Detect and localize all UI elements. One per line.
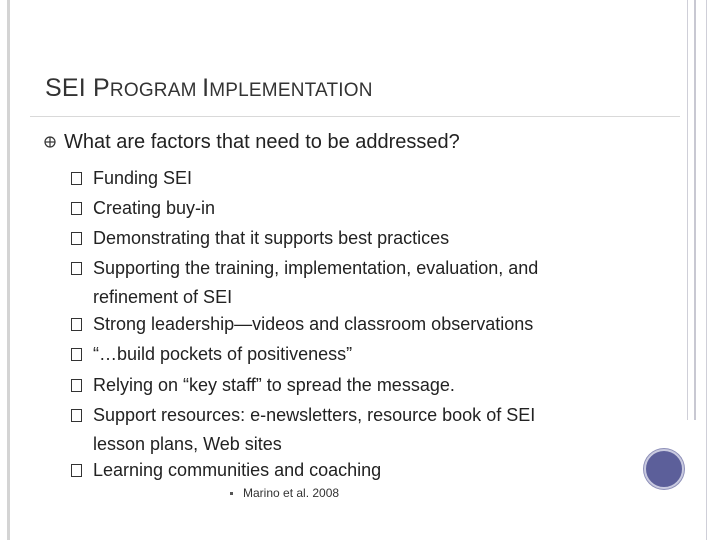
sub-bullet-text-continued: refinement of SEI: [93, 287, 233, 307]
sub-bullet-text: Funding SEI: [93, 168, 193, 188]
checkbox-square-icon: [71, 262, 82, 275]
decorative-circle: [644, 449, 684, 489]
checkbox-square-icon: [71, 172, 82, 185]
citation-text: Marino et al. 2008: [243, 486, 340, 500]
sub-bullet-text: “…build pockets of positiveness”: [93, 344, 353, 364]
left-border-rule: [7, 0, 10, 540]
main-bullet-text: What are factors that need to be addressed?: [64, 131, 460, 153]
title-part: MPLEMENTATION: [209, 80, 373, 101]
checkbox-square-icon: [71, 348, 82, 361]
right-border-rule: [706, 0, 707, 540]
sub-bullet-text: Learning communities and coaching: [93, 460, 382, 480]
checkbox-square-icon: [71, 318, 82, 331]
sub-bullet-text: Supporting the training, implementation, evaluation, and: [93, 258, 539, 278]
checkbox-square-icon: [71, 409, 82, 422]
sub-bullet-text: Creating buy-in: [93, 198, 216, 218]
bullet-dot-icon: [230, 492, 233, 495]
citation: [230, 486, 339, 500]
title-part: SEI P: [45, 74, 110, 102]
sub-bullet-text: Strong leadership—videos and classroom observations: [93, 314, 534, 334]
slide-title: [45, 74, 373, 103]
sub-bullet-text: Relying on “key staff” to spread the message.: [93, 375, 455, 395]
right-border-rule: [694, 0, 696, 420]
checkbox-square-icon: [71, 464, 82, 477]
checkbox-square-icon: [71, 232, 82, 245]
checkbox-square-icon: [71, 202, 82, 215]
checkbox-square-icon: [71, 379, 82, 392]
right-border-rule: [687, 0, 688, 420]
sub-bullet-text: Support resources: e-newsletters, resource book of SEI: [93, 405, 536, 425]
title-part: I: [202, 74, 210, 102]
title-divider: [30, 116, 680, 117]
title-part: ROGRAM: [109, 80, 203, 101]
sub-bullet-text-continued: lesson plans, Web sites: [93, 434, 282, 454]
cross-circle-icon: [44, 136, 56, 148]
sub-bullet-text: Demonstrating that it supports best practices: [93, 228, 450, 248]
